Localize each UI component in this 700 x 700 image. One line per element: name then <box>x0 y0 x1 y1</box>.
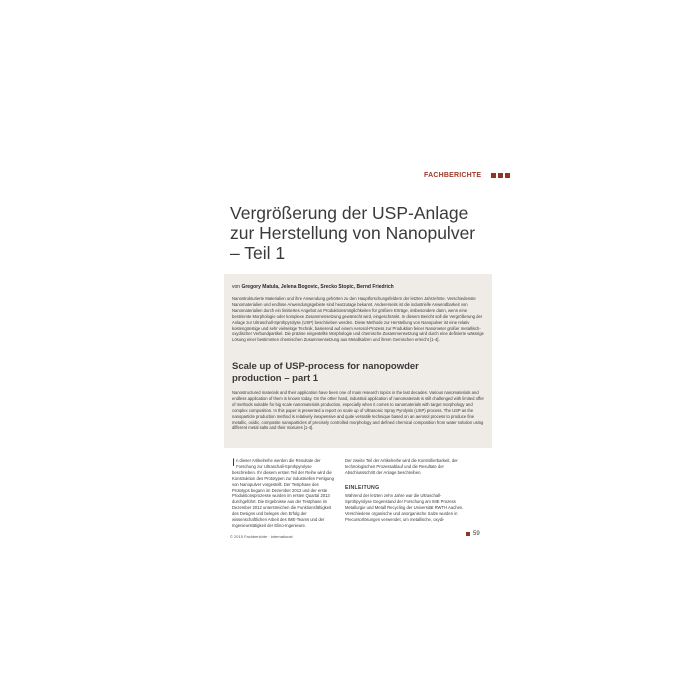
abstract-german: Nanostrukturierte Materialien und ihre Anwendung gehörten zu den Hauptforschungsfeldern der letzten Jahrzehnte. Verschiedenste Nanomaterialien und endlose Anwendungsgebiete sind heutzutage bekannt. Andererseits ist die industrielle Anwendbarkeit von Nanomaterialien durch ein limitiertes Angebot an Produktionsmöglichkeiten für größere Erträge, insbesondere dann, wenn eine bestimmte Morphologie oder komplexe Zusammensetzung gewünscht wird, eingeschränkt. In diesem Bericht soll die Vergrößerung der Anlage zur Ultraschall-Sprühpyrolyse (USP) beschrieben werden. Diese Methode zur Herstellung von Nanopulver ist eine relativ kostengünstige und sehr vielseitige Technik, basierend auf einem Aerosol-Prozess zur Produktion feiner Nanometer großer metallisch-oxydischer Verbundpartikel. Die präzise eingestellte Morphologie und chemische Zusammensetzung wird durch eine definierte wässrige Lösung einer bestimmten chemischen Zusammensetzung aus Metallsalzen und ihrem Gemischen erreicht [1-4]. <box>232 296 484 343</box>
section-label: FACHBERICHTE <box>424 171 482 179</box>
authors-prefix: von <box>232 284 241 290</box>
body-column-2: Der zweite Teil der Artikelreihe wird die Kontrollierbarkeit, der technologischen Prozessablauf und die Resultate der Abschlussschritt der Anlage beschreiben. <box>345 458 458 475</box>
title-line-1: Vergrößerung der USP-Anlage <box>230 203 469 223</box>
body-column-2-continued: Während der letzten zehn Jahre war die Ultraschall-Sprühpyrolyse Gegenstand der Forschung am IME Prozess Metallurgie und Metall Recycling der Universität RWTH Aachen. Verschiedene organische und anorganische Salze wurden in Precursorlösungen verwendet, um metallische, oxydi- <box>345 493 464 522</box>
authors <box>232 284 487 290</box>
abstract-english: Nanostructured materials and their application have been one of main research topics in the last decades. Various nanomaterials and endless application of them is known today. On the other hand, industrial application of nanomaterials is still challenged with limited offer of methods suitable for big scale nanomaterials production, especially when it comes to nanomaterials with target morphology and complex composition. In this paper is presented a report on scale up of Ultrasonic Spray Pyrolysis (USP) process. The USP as the nanoparticle production method is relatively inexpensive and quite versatile technique based on an aerosol process to produce fine metallic, oxidic, composite nanoparticles of precisely controlled morphology and defined chemical composition from water solution using different metal salts and their mixtures [1-4]. <box>232 390 484 431</box>
square-icon <box>505 173 510 178</box>
title-line-3: – Teil 1 <box>230 243 286 263</box>
drop-cap: I <box>232 457 236 469</box>
author-names: Gregory Matula, Jelena Bogovic, Srecko Stopic, Bernd Friedrich <box>241 284 394 290</box>
square-icon <box>466 532 470 536</box>
english-title-line-2: production – part 1 <box>232 372 319 384</box>
footer-page <box>466 531 480 537</box>
title-line-2: zur Herstellung von Nanopulver <box>230 223 476 243</box>
body-column-1 <box>232 458 334 529</box>
square-icon <box>498 173 503 178</box>
footer-copyright: © 2015 Fachberichte · international <box>230 534 293 539</box>
english-title-line-1: Scale up of USP-process for nanopowder <box>232 361 419 372</box>
article-title <box>230 203 530 263</box>
body-column-1-text: n dieser Artikelreihe werden die Resultate der Forschung zur Ultraschall-Sprühpyrolyse beschrieben. Ihr diesem ersten Teil der Reihe wird die Konstruktion des Prototypen zur industriellen Fertigung von Nanopulver vorgestellt. Der Testphase des Prototyps begann im Dezember 2012 und der erste Produktionsprozesse wurden im ersten Quartal 2013 durchgeführt. Die Ergebnisse aus der Testphase im Dezember 2012 unterstreichen die Funktionsfähigkeit des Designs und belegen den Erfolg der wissenschaftlichen Arbeit des IME-Teams und der Ingenieurstätigkeit der Elino-Ingenieure. <box>232 458 334 528</box>
section-heading: EINLEITUNG <box>345 485 380 491</box>
square-icon <box>491 173 496 178</box>
page-number: 59 <box>473 531 480 537</box>
english-title <box>232 361 484 384</box>
section-tag <box>424 168 520 182</box>
